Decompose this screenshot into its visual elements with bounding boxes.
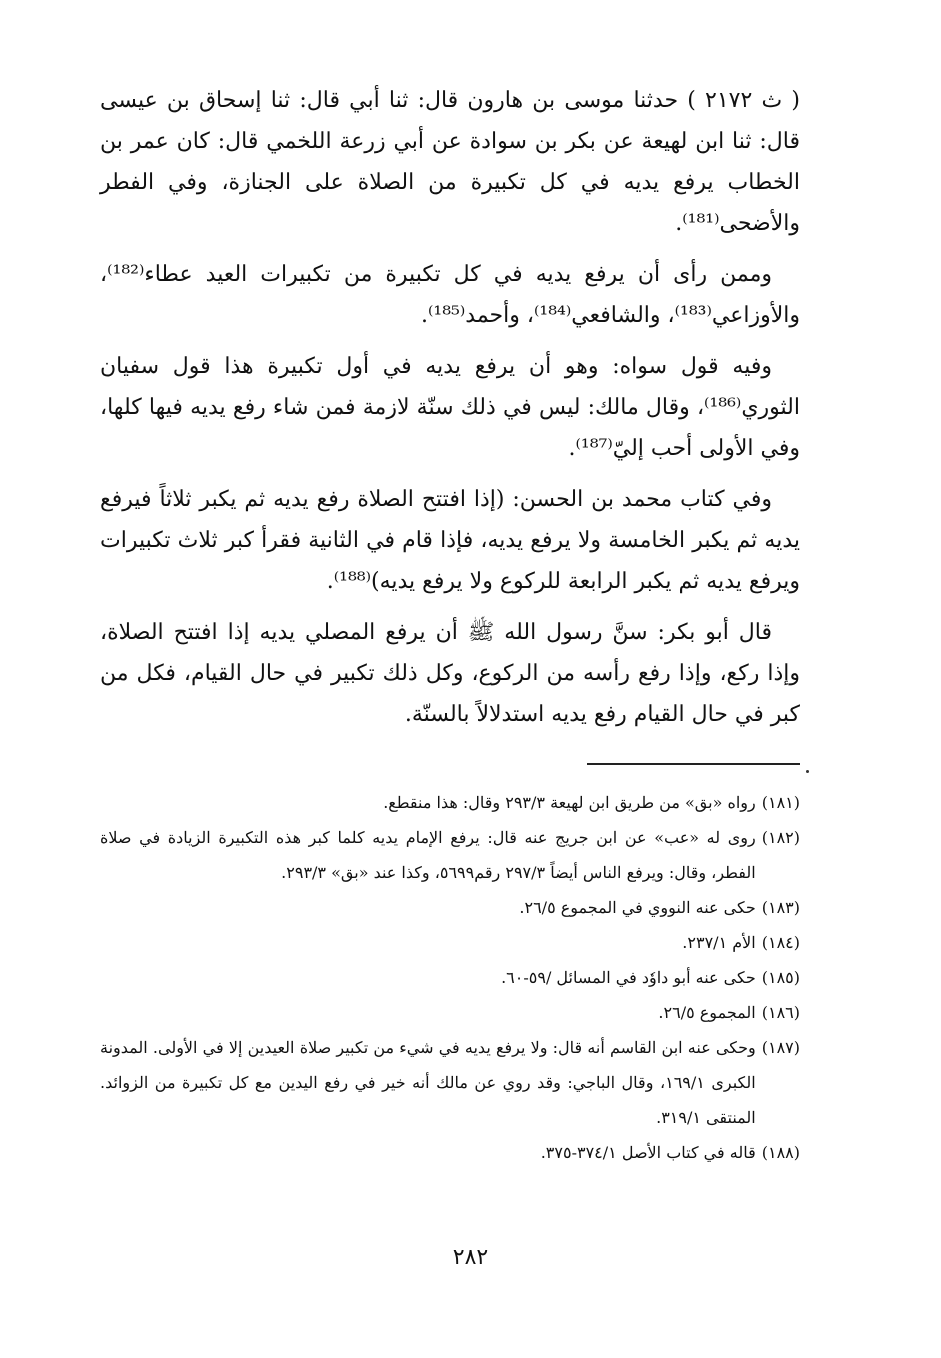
footnote-182 <box>100 820 800 890</box>
footnote-text: قاله في كتاب الأصل ٣٧٤/١-٣٧٥. <box>540 1143 756 1162</box>
footnote-number: (١٨٨) <box>761 1143 800 1162</box>
footnote-number: (١٨٧) <box>761 1038 800 1057</box>
footnotes <box>100 785 800 1170</box>
footnote-text: روى له «عب» عن ابن جريج عنه قال: يرفع الإمام يديه كلما كبر هذه التكبيرة الزيادة في صلاة الفطر، وقال: ويرفع الناس أيضاً ٢٩٧/٣ رقم٥٦٩٩، وكذا عند «بق» ٢٩٣/٣. <box>100 828 756 882</box>
paragraph-raising-hands: وممن رأى أن يرفع يديه في كل تكبيرة من تكبيرات العيد عطاء⁽¹⁸²⁾، والأوزاعي⁽¹⁸³⁾، والشافعي⁽¹⁸⁴⁾، وأحمد⁽¹⁸⁵⁾. <box>100 262 800 328</box>
margin-dot <box>806 770 809 773</box>
footnote-188 <box>100 1135 800 1170</box>
footnote-185 <box>100 960 800 995</box>
page-number: ٢٨٢ <box>452 1245 489 1270</box>
footnote-number: (١٨٥) <box>761 968 800 987</box>
footnote-number: (١٨٢) <box>761 828 800 847</box>
footnote-186 <box>100 995 800 1030</box>
footnote-separator <box>587 763 800 765</box>
footnote-181 <box>100 785 800 820</box>
footnote-text: الأم ٢٣٧/١. <box>682 933 756 952</box>
footnote-184 <box>100 925 800 960</box>
footnote-text: وحكى عنه ابن القاسم أنه قال: ولا يرفع يديه في شيء من تكبير صلاة العيدين إلا في الأولى. المدونة الكبرى ١٦٩/١، وقال الباجي: وقد روي عن مالك أنه خير في رفع اليدين مع كل تكبيرة من الزوائد. المنتقى ٣١٩/١. <box>100 1038 756 1127</box>
main-text <box>100 80 800 745</box>
footnote-text: حكى عنه النووي في المجموع ٢٦/٥. <box>519 898 756 917</box>
footnote-number: (١٨٣) <box>761 898 800 917</box>
footnote-number: (١٨١) <box>761 793 800 812</box>
footnote-187 <box>100 1030 800 1135</box>
footnote-183 <box>100 890 800 925</box>
footnote-text: رواه «بق» من طريق ابن لهيعة ٢٩٣/٣ وقال: هذا منقطع. <box>383 793 756 812</box>
paragraph-hadith: ( ث ٢١٧٢ ) حدثنا موسى بن هارون قال: ثنا أبي قال: ثنا إسحاق بن عيسى قال: ثنا ابن لهيعة عن بكر بن سوادة عن أبي زرعة اللخمي قال: كان عمر بن الخطاب يرفع يديه في كل تكبيرة من الصلاة على الجنازة، وفي الفطر والأضحى⁽¹⁸¹⁾. <box>100 88 800 236</box>
paragraph-muhammad-hasan: وفي كتاب محمد بن الحسن: (إذا افتتح الصلاة رفع يديه ثم يكبر ثلاثاً فيرفع يديه ثم يكبر الخامسة ولا يرفع يديه، فإذا قام في الثانية فقرأ كبر ثلاث تكبيرات ويرفع يديه ثم يكبر الرابعة للركوع ولا يرفع يديه)⁽¹⁸⁸⁾. <box>100 487 800 594</box>
footnote-number: (١٨٤) <box>761 933 800 952</box>
footnote-number: (١٨٦) <box>761 1003 800 1022</box>
paragraph-abu-bakr: قال أبو بكر: سنَّ رسول الله ﷺ أن يرفع المصلي يديه إذا افتتح الصلاة، وإذا ركع، وإذا رفع رأسه من الركوع، وكل ذلك تكبير في حال القيام، فكل من كبر في حال القيام رفع يديه استدلالاً بالسنّة. <box>100 620 800 727</box>
paragraph-other-view: وفيه قول سواه: وهو أن يرفع يديه في أول تكبيرة هذا قول سفيان الثوري⁽¹⁸⁶⁾، وقال مالك: ليس في ذلك سنّة لازمة فمن شاء رفع يديه فيها كلها، وفي الأولى أحب إليّ⁽¹⁸⁷⁾. <box>100 354 800 461</box>
footnote-text: حكى عنه أبو داوٗد في المسائل /٥٩-٦٠. <box>501 968 756 987</box>
footnote-text: المجموع ٢٦/٥. <box>658 1003 756 1022</box>
